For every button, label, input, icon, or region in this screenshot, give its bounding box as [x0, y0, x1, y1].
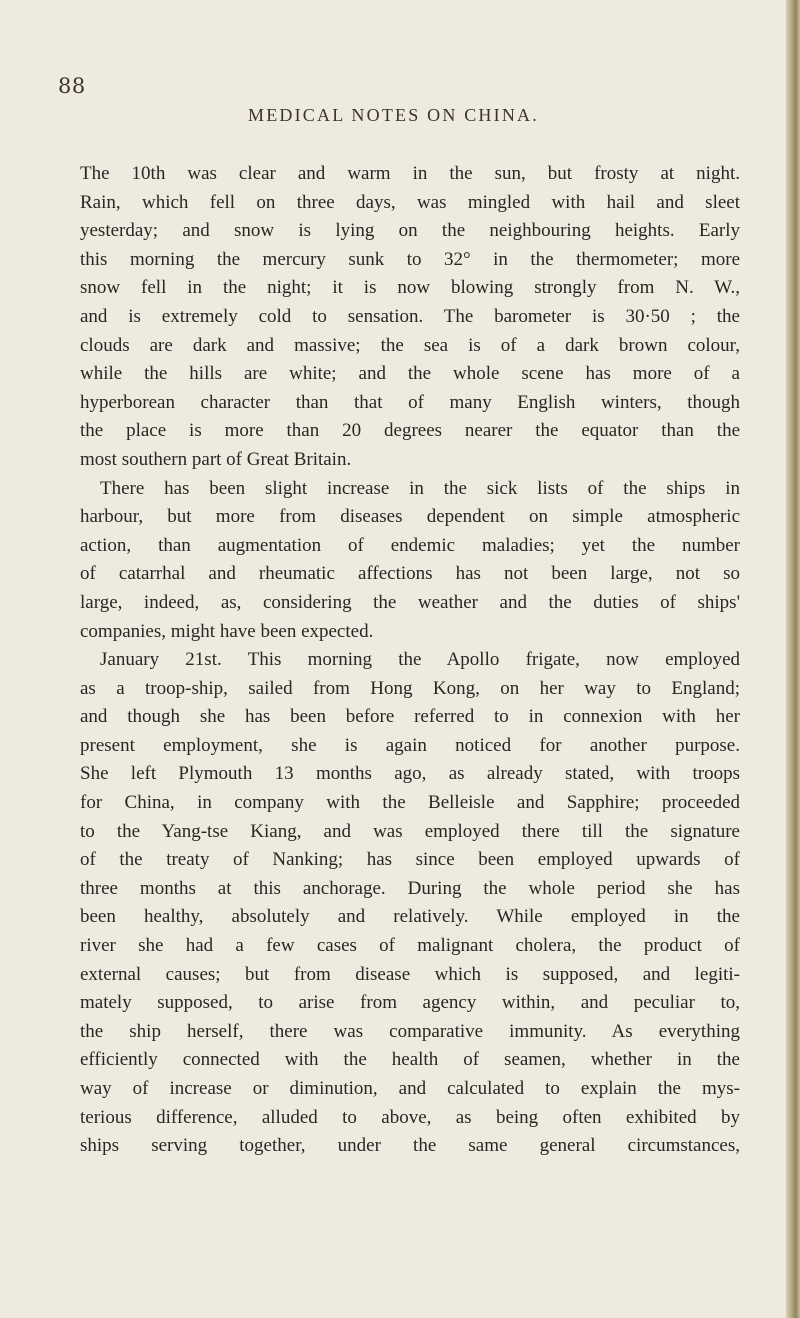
text-line: the place is more than 20 degrees nearer the equator than the — [80, 420, 740, 442]
text-line: terious difference, alluded to above, as being often exhibited by — [80, 1106, 740, 1128]
text-line: hyperborean character than that of many English winters, though — [80, 391, 740, 413]
text-line: The 10th was clear and warm in the sun, but frosty at night. — [80, 163, 740, 184]
text-line: ships serving together, under the same general circumstances, — [80, 1135, 740, 1157]
text-line: present employment, she is again noticed for another purpose. — [80, 734, 740, 756]
text-line: snow fell in the night; it is now blowing strongly from N. W., — [80, 277, 740, 299]
text-line: for China, in company with the Belleisle and Sapphire; proceeded — [80, 792, 740, 814]
text-line: this morning the mercury sunk to 32° in the thermometer; more — [80, 248, 740, 270]
text-line: There has been slight increase in the sick lists of the ships in — [100, 477, 740, 499]
text-line: as a troop-ship, sailed from Hong Kong, on her way to England; — [80, 677, 740, 699]
page-number: 88 — [58, 74, 86, 98]
text-line: and though she has been before referred to in connexion with her — [80, 706, 740, 728]
text-line: She left Plymouth 13 months ago, as already stated, with troops — [80, 763, 740, 785]
text-line: companies, might have been expected. — [80, 620, 374, 642]
text-line: efficiently connected with the health of seamen, whether in the — [80, 1049, 740, 1071]
text-line: mately supposed, to arise from agency within, and peculiar to, — [80, 992, 740, 1014]
text-line: way of increase or diminution, and calculated to explain the mys- — [80, 1078, 740, 1099]
text-line: of the treaty of Nanking; has since been employed upwards of — [80, 849, 740, 871]
text-line: and is extremely cold to sensation. The barometer is 30·50 ; the — [80, 305, 740, 327]
text-line: three months at this anchorage. During the whole period she has — [80, 877, 740, 899]
body-text — [80, 160, 740, 1161]
text-line: external causes; but from disease which is supposed, and legiti- — [80, 963, 740, 985]
text-line: river she had a few cases of malignant cholera, the product of — [80, 935, 740, 957]
text-line: Rain, which fell on three days, was mingled with hail and sleet — [80, 191, 740, 213]
text-line: large, indeed, as, considering the weather and the duties of ships' — [80, 591, 740, 613]
text-line: most southern part of Great Britain. — [80, 448, 352, 470]
binding-edge — [786, 0, 800, 1318]
text-line: yesterday; and snow is lying on the neighbouring heights. Early — [80, 220, 740, 242]
text-line: the ship herself, there was comparative immunity. As everything — [80, 1020, 740, 1042]
text-line: been healthy, absolutely and relatively. While employed in the — [80, 906, 740, 928]
text-line: harbour, but more from diseases dependent on simple atmospheric — [80, 506, 740, 528]
text-line: clouds are dark and massive; the sea is of a dark brown colour, — [80, 334, 740, 356]
text-line: of catarrhal and rheumatic affections has not been large, not so — [80, 563, 740, 585]
text-line: while the hills are white; and the whole scene has more of a — [80, 363, 740, 385]
running-head: MEDICAL NOTES ON CHINA. — [248, 105, 539, 125]
text-line: January 21st. This morning the Apollo frigate, now employed — [100, 649, 740, 671]
text-line: to the Yang-tse Kiang, and was employed there till the signature — [80, 820, 740, 842]
text-line: action, than augmentation of endemic maladies; yet the number — [80, 534, 740, 556]
